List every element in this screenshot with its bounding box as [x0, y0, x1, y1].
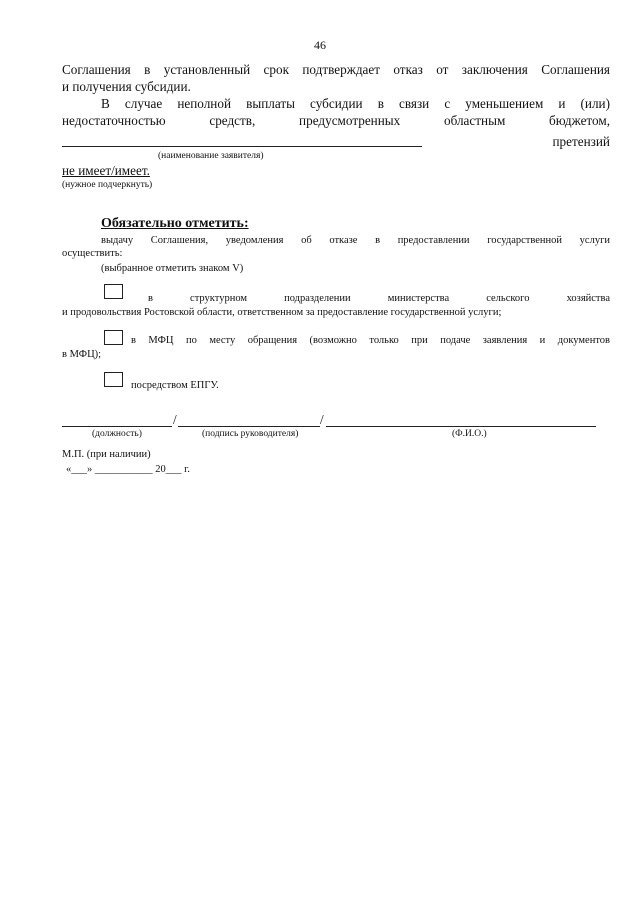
signature-sep1: /: [173, 412, 177, 427]
para2-line3-right: претензий: [552, 134, 610, 149]
signature-line[interactable]: [178, 426, 320, 427]
stamp-label: М.П. (при наличии): [62, 449, 151, 460]
applicant-name-line[interactable]: [62, 146, 422, 147]
option-epgu-line1: посредством ЕПГУ.: [131, 380, 219, 391]
signature-caption: (подпись руководителя): [202, 429, 299, 439]
position-line[interactable]: [62, 426, 172, 427]
applicant-caption: (наименование заявителя): [158, 151, 264, 161]
signature-sep2: /: [320, 412, 324, 427]
claims-choice[interactable]: не имеет/имеет.: [62, 163, 150, 178]
date-field[interactable]: «___» ___________ 20___ г.: [66, 464, 190, 475]
position-caption: (должность): [92, 429, 142, 439]
underline-caption: (нужное подчеркнуть): [62, 180, 153, 190]
para2-line1: В случае неполной выплаты субсидии в связи с уменьшением и (или): [101, 96, 610, 111]
mark-hint: (выбранное отметить знаком V): [101, 263, 244, 274]
mark-line1: выдачу Соглашения, уведомления об отказе в предоставлении государственной услуги: [101, 235, 610, 246]
option-mfc-line1: в МФЦ по месту обращения (возможно только при подаче заявления и документов: [131, 335, 610, 346]
page-number: 46: [314, 38, 326, 52]
fio-line[interactable]: [326, 426, 596, 427]
mark-line2: осуществить:: [62, 248, 123, 259]
fio-caption: (Ф.И.О.): [452, 429, 487, 439]
option-division-line1: в структурном подразделении министерства сельского хозяйства: [148, 293, 610, 304]
para1-line1: Соглашения в установленный срок подтверждает отказ от заключения Соглашения: [62, 62, 610, 77]
option-division-line2: и продовольствия Ростовской области, ответственном за предоставление государственной услуги;: [62, 307, 502, 318]
option-mfc-line2: в МФЦ);: [62, 349, 102, 360]
mark-title: Обязательно отметить:: [101, 216, 249, 231]
option-epgu-checkbox[interactable]: [104, 372, 123, 387]
option-division-checkbox[interactable]: [104, 284, 123, 299]
para2-line2: недостаточностью средств, предусмотренных областным бюджетом,: [62, 113, 610, 128]
para1-line2: и получения субсидии.: [62, 79, 191, 94]
option-mfc-checkbox[interactable]: [104, 330, 123, 345]
